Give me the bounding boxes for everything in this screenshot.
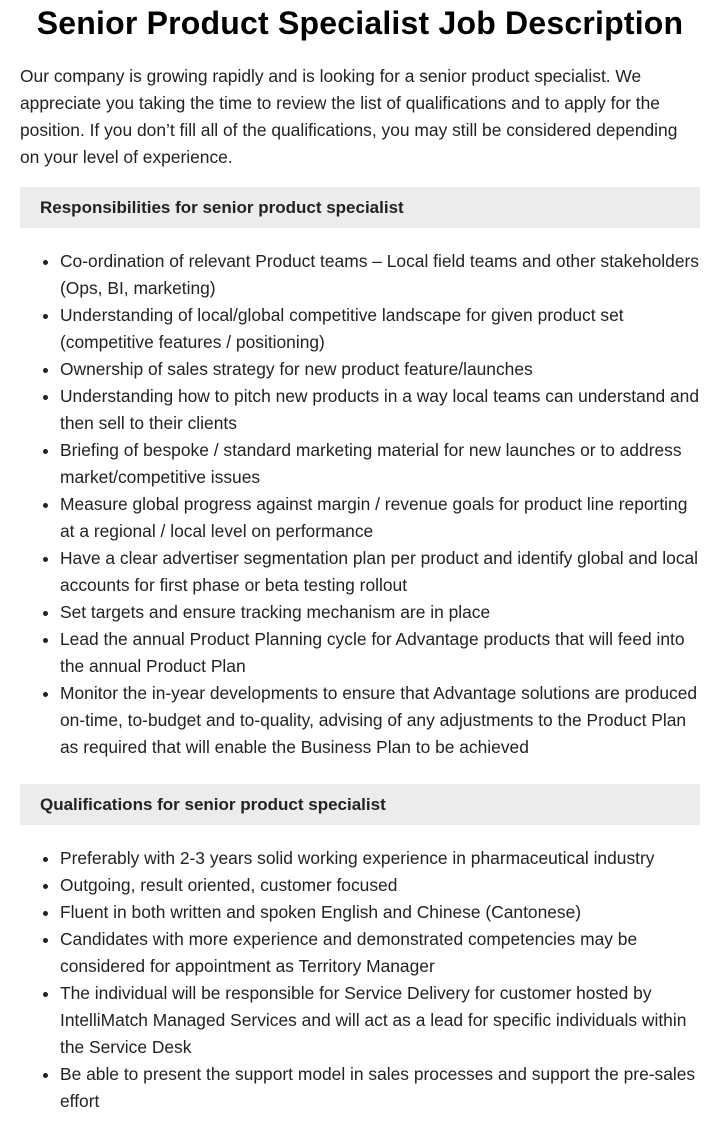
qualifications-list bbox=[20, 845, 700, 1115]
list-item: • Outgoing, result oriented, customer focused bbox=[60, 872, 700, 899]
list-item: • Have a clear advertiser segmentation plan per product and identify global and local accounts for first phase or beta testing rollout bbox=[60, 545, 700, 599]
list-item: • Co-ordination of relevant Product teams – Local field teams and other stakeholders (Ops, BI, marketing) bbox=[60, 248, 700, 302]
list-item: • Lead the annual Product Planning cycle for Advantage products that will feed into the annual Product Plan bbox=[60, 626, 700, 680]
qualifications-heading: Qualifications for senior product specialist bbox=[20, 784, 700, 825]
list-item: • Be able to present the support model in sales processes and support the pre-sales effort bbox=[60, 1061, 700, 1115]
responsibilities-heading: Responsibilities for senior product specialist bbox=[20, 187, 700, 228]
list-item: • Candidates with more experience and demonstrated competencies may be considered for appointment as Territory Manager bbox=[60, 926, 700, 980]
list-item: • Understanding how to pitch new products in a way local teams can understand and then sell to their clients bbox=[60, 383, 700, 437]
list-item: • Measure global progress against margin / revenue goals for product line reporting at a regional / local level on performance bbox=[60, 491, 700, 545]
list-item: • Monitor the in-year developments to ensure that Advantage solutions are produced on-time, to-budget and to-quality, advising of any adjustments to the Product Plan as required that will enable the Business Plan to be achieved bbox=[60, 680, 700, 761]
intro-paragraph: Our company is growing rapidly and is looking for a senior product specialist. We appreciate you taking the time to review the list of qualifications and to apply for the position. If you don’t fill all of the qualifications, you may still be considered depending on your level of experience. bbox=[20, 66, 678, 167]
list-item: • The individual will be responsible for Service Delivery for customer hosted by IntelliMatch Managed Services and will act as a lead for specific individuals within the Service Desk bbox=[60, 980, 700, 1061]
list-item: • Briefing of bespoke / standard marketing material for new launches or to address market/competitive issues bbox=[60, 437, 700, 491]
list-item: • Ownership of sales strategy for new product feature/launches bbox=[60, 356, 700, 383]
list-item: • Preferably with 2-3 years solid working experience in pharmaceutical industry bbox=[60, 845, 700, 872]
list-item: • Understanding of local/global competitive landscape for given product set (competitive features / positioning) bbox=[60, 302, 700, 356]
list-item: • Fluent in both written and spoken English and Chinese (Cantonese) bbox=[60, 899, 700, 926]
responsibilities-list bbox=[20, 248, 700, 761]
page-title: Senior Product Specialist Job Description bbox=[36, 5, 684, 41]
list-item: • Set targets and ensure tracking mechanism are in place bbox=[60, 599, 700, 626]
